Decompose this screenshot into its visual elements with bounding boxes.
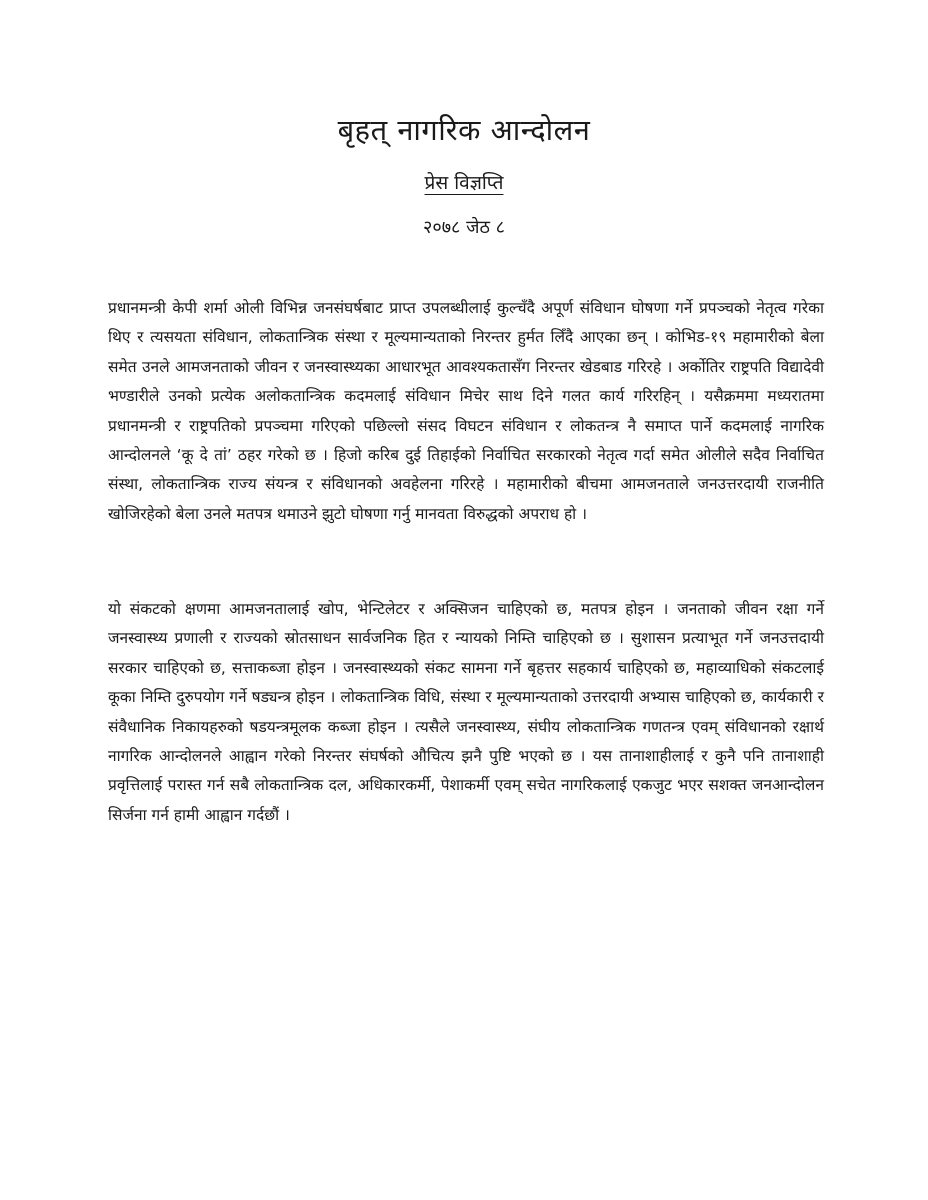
document-date: २०७८ जेठ ८: [422, 217, 506, 238]
body-paragraph-2: यो संकटको क्षणमा आमजनतालाई खोप, भेन्टिलेटर र अक्सिजन चाहिएको छ, मतपत्र होइन । जनताको जीवन रक्षा गर्ने जनस्वास्थ्य प्रणाली र राज्यको स्रोतसाधन सार्वजनिक हित र न्यायको निम्ति चाहिएको छ । सुशासन प्रत्याभूत गर्ने जनउत्तदायी सरकार चाहिएको छ, सत्ताकब्जा होइन । जनस्वास्थ्यको संकट सामना गर्ने बृहत्तर सहकार्य चाहिएको छ, महाव्याधिको संकटलाई कूका निम्ति दुरुपयोग गर्ने षड्यन्त्र होइन । लोकतान्त्रिक विधि, संस्था र मूल्यमान्यताको उत्तरदायी अभ्यास चाहिएको छ, कार्यकारी र संवैधानिक निकायहरुको षडयन्त्रमूलक कब्जा होइन । त्यसैले जनस्वास्थ्य, संघीय लोकतान्त्रिक गणतन्त्र एवम् संविधानको रक्षार्थ नागरिक आन्दोलनले आह्वान गरेको निरन्तर संघर्षको औचित्य झनै पुष्टि भएको छ । यस तानाशाहीलाई र कुनै पनि तानाशाही प्रवृत्तिलाई परास्त गर्न सबै लोकतान्त्रिक दल, अधिकारकर्मी, पेशाकर्मी एवम् सचेत नागरिकलाई एकजुट भएर सशक्त जनआन्दोलन सिर्जना गर्न हामी आह्वान गर्दछौं ।: [108, 600, 824, 824]
body-paragraph-1: प्रधानमन्त्री केपी शर्मा ओली विभिन्न जनसंघर्षबाट प्राप्त उपलब्धीलाई कुल्चँदै अपूर्ण संविधान घोषणा गर्ने प्रपञ्चको नेतृत्व गरेका थिए र त्यसयता संविधान, लोकतान्त्रिक संस्था र मूल्यमान्यताको निरन्तर हुर्मत लिँदै आएका छन् । कोभिड-१९ महामारीको बेला समेत उनले आमजनताको जीवन र जनस्वास्थ्यका आधारभूत आवश्यकतासँग निरन्तर खेडबाड गरिरहे । अर्कोतिर राष्ट्रपति विद्यादेवी भण्डारीले उनको प्रत्येक अलोकतान्त्रिक कदमलाई संविधान मिचेर साथ दिने गलत कार्य गरिरहिन् । यसैक्रममा मध्यरातमा प्रधानमन्त्री र राष्ट्रपतिको प्रपञ्चमा गरिएको पछिल्लो संसद विघटन संविधान र लोकतन्त्र नै समाप्त पार्ने कदमलाई नागरिक आन्दोलनले ‘कू दे तां’ ठहर गरेको छ । हिजो करिब दुई तिहाईको निर्वाचित सरकारको नेतृत्व गर्दा समेत ओलीले सदैव निर्वाचित संस्था, लोकतान्त्रिक राज्य संयन्त्र र संविधानको अवहेलना गरिरहे । महामारीको बीचमा आमजनताले जनउत्तरदायी राजनीति खोजिरहेको बेला उनले मतपत्र थमाउने झुटो घोषणा गर्नु मानवता विरुद्धको अपराध हो ।: [108, 299, 824, 523]
document-title: बृहत् नागरिक आन्दोलन: [337, 113, 591, 147]
subtitle-text: प्रेस विज्ञप्ति: [424, 172, 504, 194]
document-subtitle: [0, 170, 928, 196]
